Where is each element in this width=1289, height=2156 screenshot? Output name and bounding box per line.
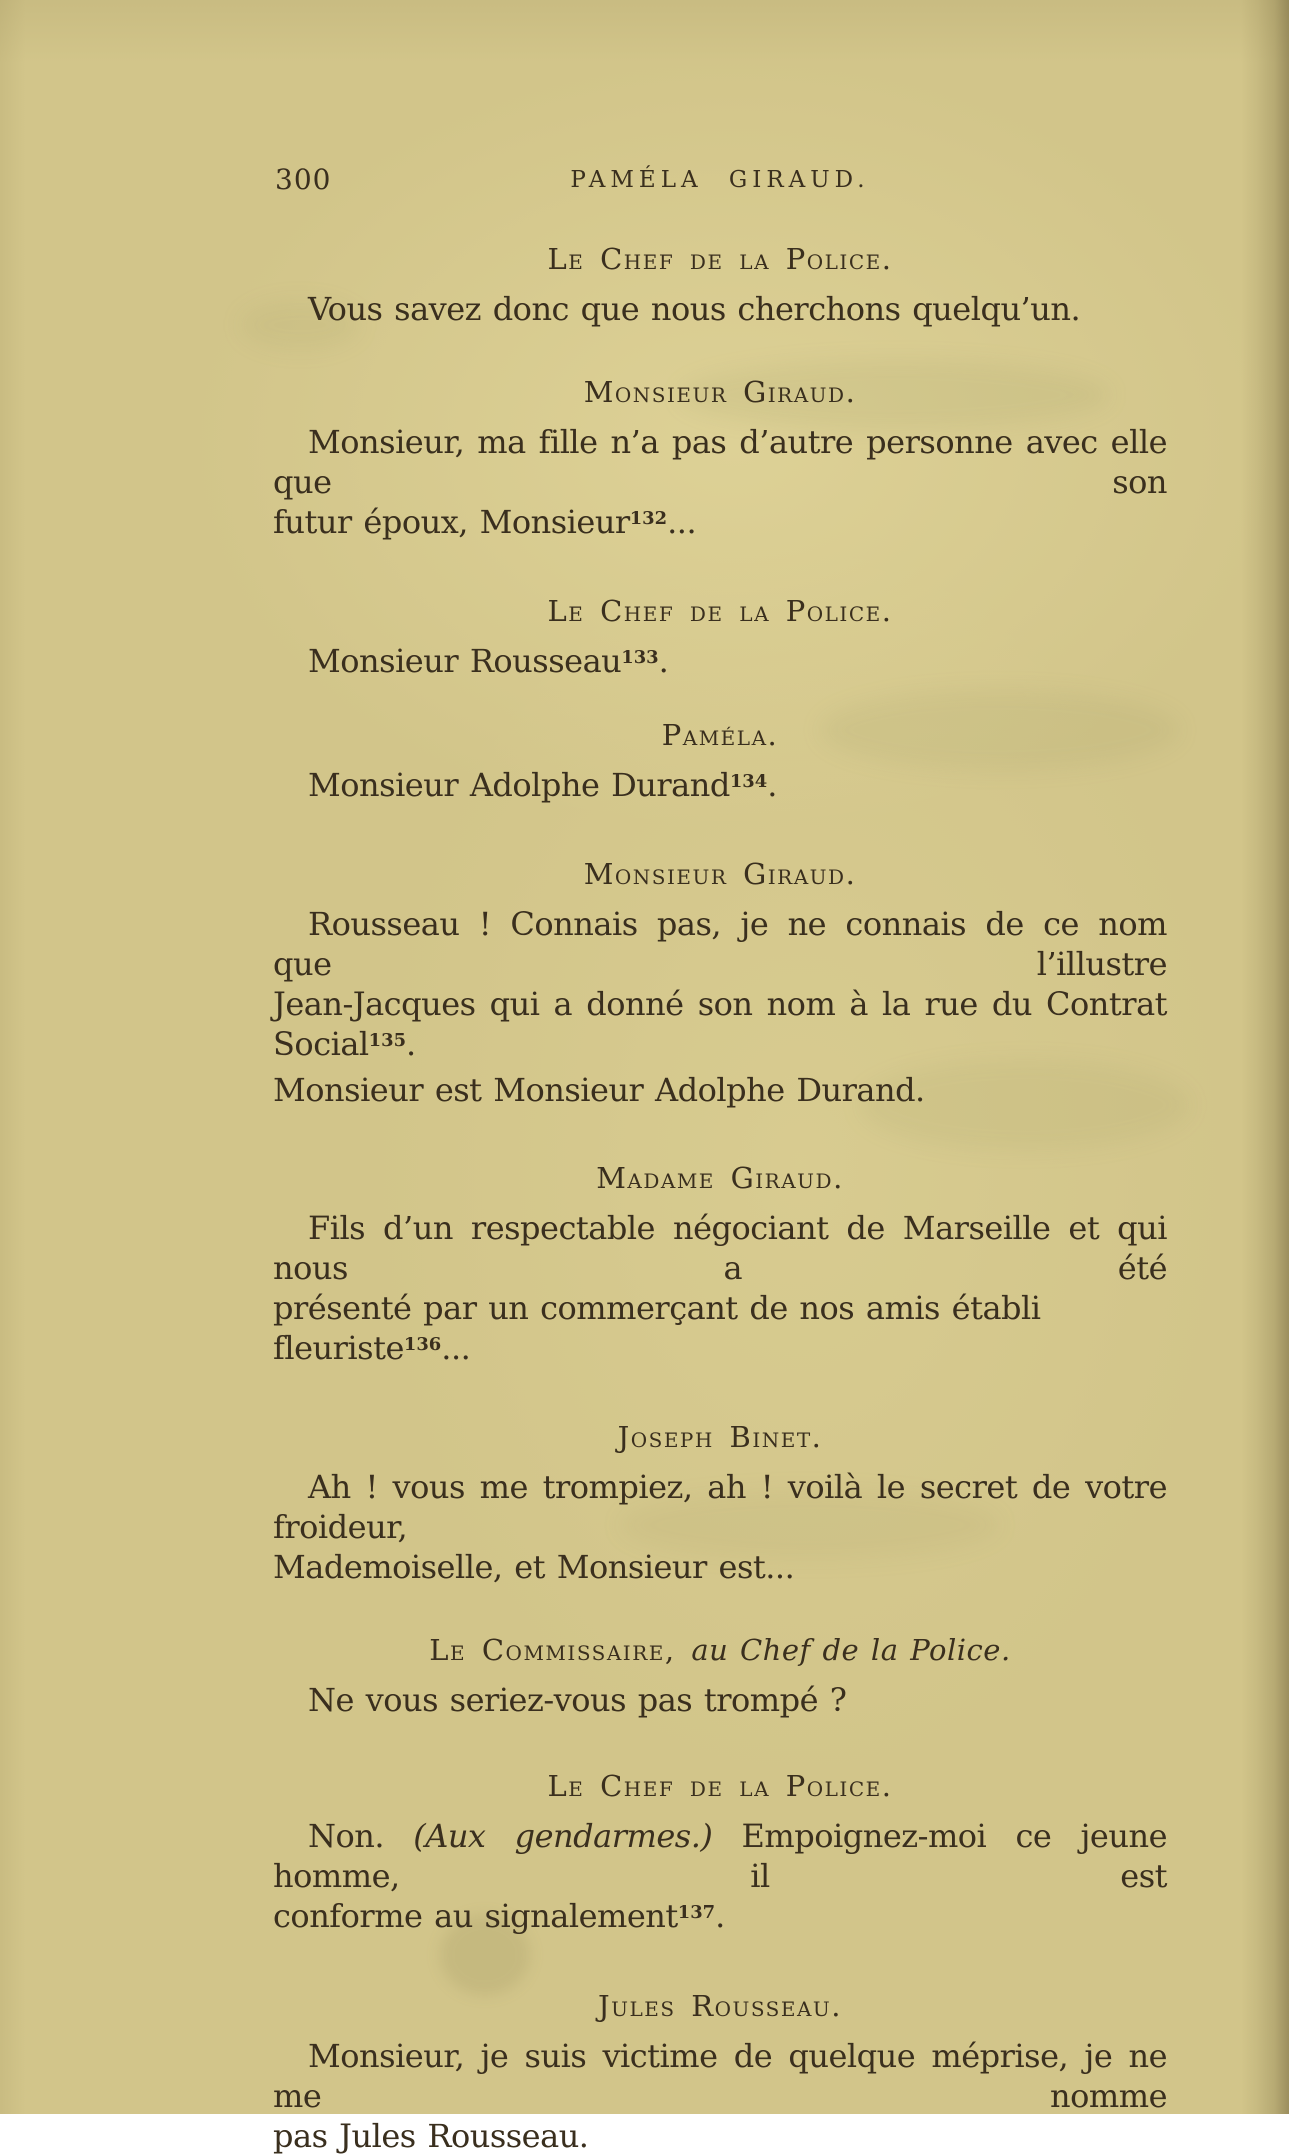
page-number: 300: [275, 163, 332, 196]
speech-line: [273, 502, 1167, 548]
speaker-heading: [273, 1768, 1167, 1804]
speech-block: [273, 1419, 1167, 1587]
speech-block: [273, 374, 1167, 548]
speaker-name: Monsieur Giraud.: [583, 375, 857, 409]
dialogue-text: Monsieur est Monsieur Adolphe Durand.: [273, 1071, 925, 1109]
speech-lines: [273, 1816, 1167, 1942]
dialogue-text: Empoignez-moi ce jeune homme, il est: [273, 1817, 1168, 1895]
speaker-name: Paméla.: [661, 718, 779, 752]
speaker-heading: [273, 1988, 1167, 2024]
stage-direction: (Aux gendarmes.): [413, 1817, 713, 1855]
speech-block: [273, 1632, 1167, 1720]
dialogue-text: ...: [667, 503, 697, 541]
speech-block: [273, 717, 1167, 811]
speech-line: [273, 904, 1167, 984]
dialogue-text: Jean-Jacques qui a donné son nom à la rue du Contrat Social: [273, 985, 1167, 1063]
speech-line: [273, 1547, 1167, 1587]
dialogue-text: Ah ! vous me trompiez, ah ! voilà le secret de votre froideur,: [273, 1468, 1167, 1546]
speech-line: [273, 2116, 1167, 2156]
speaker-heading: [273, 1632, 1167, 1668]
dialogue-text: Monsieur Adolphe Durand: [308, 766, 730, 804]
speech-line: [273, 641, 1167, 687]
dialogue-text: ...: [441, 1329, 471, 1367]
speech-block: [273, 1768, 1167, 1942]
dialogue-text: Fils d’un respectable négociant de Marseille et qui nous a été: [273, 1209, 1167, 1287]
speech-block: [273, 241, 1167, 329]
speech-lines: [273, 1467, 1167, 1587]
dialogue-text: conforme au signalement: [273, 1897, 678, 1935]
dialogue-text: Monsieur, ma fille n’a pas d’autre personne avec elle que son: [273, 423, 1167, 501]
speech-lines: [273, 641, 1167, 687]
speech-block: [273, 1988, 1167, 2156]
speaker-heading: [273, 856, 1167, 892]
speech-block: [273, 856, 1167, 1110]
speech-lines: [273, 1680, 1167, 1720]
speech-lines: [273, 765, 1167, 811]
speech-line: [273, 2036, 1167, 2116]
footnote-ref: 136: [403, 1334, 442, 1356]
speech-lines: [273, 904, 1167, 1110]
speaker-name: Le Commissaire,: [429, 1633, 676, 1667]
speech-line: [273, 1680, 1167, 1720]
dialogue-text: .: [658, 642, 669, 680]
speaker-heading: [273, 593, 1167, 629]
speech-line: [273, 1896, 1167, 1942]
speaker-heading: [273, 374, 1167, 410]
speaker-heading: [273, 717, 1167, 753]
dialogue-text: .: [715, 1897, 725, 1935]
speech-lines: [273, 422, 1167, 548]
speaker-name: Joseph Binet.: [617, 1420, 823, 1454]
dialogue-text: présenté par un commerçant de nos amis établi fleuriste: [273, 1289, 1041, 1367]
dialogue-text: .: [767, 766, 777, 804]
dialogue-text: pas Jules Rousseau.: [273, 2117, 589, 2155]
speech-lines: [273, 289, 1167, 329]
speech-lines: [273, 1208, 1167, 1374]
footnote-ref: 137: [677, 1902, 716, 1924]
text-column: [273, 0, 1167, 2156]
speech-line: [273, 1208, 1167, 1288]
speech-line: [273, 289, 1167, 329]
dialogue-text: Monsieur Rousseau: [308, 642, 622, 680]
footnote-ref: 134: [729, 771, 768, 793]
speaker-name: Monsieur Giraud.: [583, 857, 857, 891]
dialogue-text: futur époux, Monsieur: [273, 503, 630, 541]
page-edge-shadow: [1241, 0, 1289, 2114]
speaker-annotation: au Chef de la Police.: [691, 1633, 1011, 1667]
speaker-name: Le Chef de la Police.: [547, 242, 893, 276]
dialogue-text: Non.: [308, 1817, 414, 1855]
speech-line: [273, 1816, 1167, 1896]
speech-block: [273, 593, 1167, 687]
dialogue-text: Mademoiselle, et Monsieur est...: [273, 1548, 795, 1586]
footnote-ref: 135: [368, 1030, 407, 1052]
speaker-heading: [273, 1419, 1167, 1455]
speech-lines: [273, 2036, 1167, 2156]
speech-line: [273, 1070, 1167, 1110]
speaker-name: Madame Giraud.: [596, 1161, 844, 1195]
speech-block: [273, 1160, 1167, 1374]
speaker-heading: [273, 1160, 1167, 1196]
speech-line: [273, 1288, 1167, 1374]
footnote-ref: 132: [629, 508, 668, 530]
speeches: [273, 241, 1167, 2156]
speaker-name: Jules Rousseau.: [597, 1989, 843, 2023]
speech-line: [273, 765, 1167, 811]
running-title: PAMÉLA GIRAUD.: [570, 167, 870, 193]
footnote-ref: 133: [621, 647, 659, 669]
page-header: [273, 164, 1167, 196]
dialogue-text: Ne vous seriez-vous pas trompé ?: [308, 1681, 847, 1719]
dialogue-text: Monsieur, je suis victime de quelque méprise, je ne me nomme: [273, 2037, 1167, 2115]
dialogue-text: .: [406, 1025, 416, 1063]
dialogue-text: Rousseau ! Connais pas, je ne connais de ce nom que l’illustre: [273, 905, 1167, 983]
speaker-heading: [273, 241, 1167, 277]
speech-line: [273, 1467, 1167, 1547]
speech-line: [273, 422, 1167, 502]
speaker-name: Le Chef de la Police.: [547, 594, 893, 628]
speech-line: [273, 984, 1167, 1070]
speaker-name: Le Chef de la Police.: [547, 1769, 893, 1803]
dialogue-text: Vous savez donc que nous cherchons quelqu’un.: [308, 290, 1081, 328]
